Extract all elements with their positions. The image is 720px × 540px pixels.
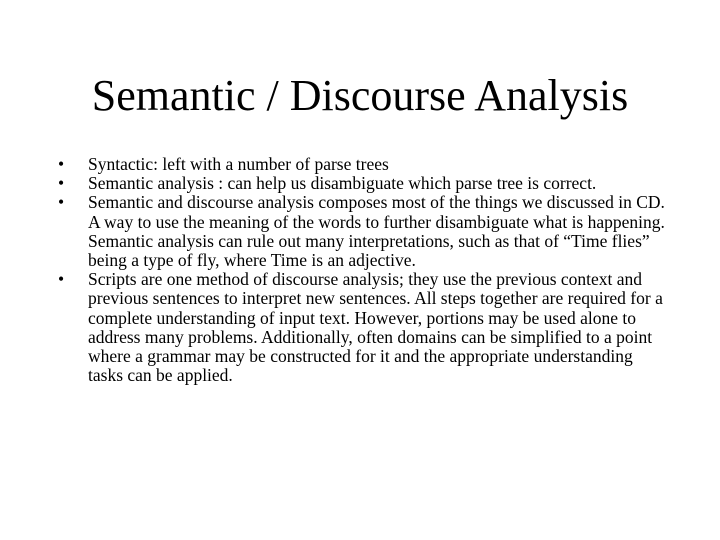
bullet-text: Scripts are one method of discourse analysis; they use the previous context and previous sentences to interpret new sentences. All steps together are required for a complete understanding of input text. However, portions may be used alone to address many problems. Additionally, often domains can be simplified to a point where a grammar may be constructed for it and the appropriate understanding tasks can be applied.: [88, 269, 663, 386]
slide-title: Semantic / Discourse Analysis: [91, 71, 629, 120]
bullet-text: Semantic analysis : can help us disambiguate which parse tree is correct.: [88, 173, 597, 194]
bullet-item: [58, 193, 668, 270]
bullet-icon: •: [58, 269, 65, 290]
bullet-list: [58, 155, 668, 385]
bullet-icon: •: [58, 192, 65, 213]
bullet-text: Syntactic: left with a number of parse trees: [88, 154, 389, 174]
bullet-icon: •: [58, 173, 65, 194]
bullet-item: [58, 155, 668, 174]
bullet-item: [58, 174, 668, 193]
bullet-icon: •: [58, 154, 65, 174]
bullet-item: [58, 270, 668, 385]
bullet-text: Semantic and discourse analysis composes most of the things we discussed in CD. A way to use the meaning of the words to further disambiguate what is happening. Semantic analysis can rule out many interpretations, such as that of “Time flies” being a type of fly, where Time is an adjective.: [88, 192, 665, 271]
